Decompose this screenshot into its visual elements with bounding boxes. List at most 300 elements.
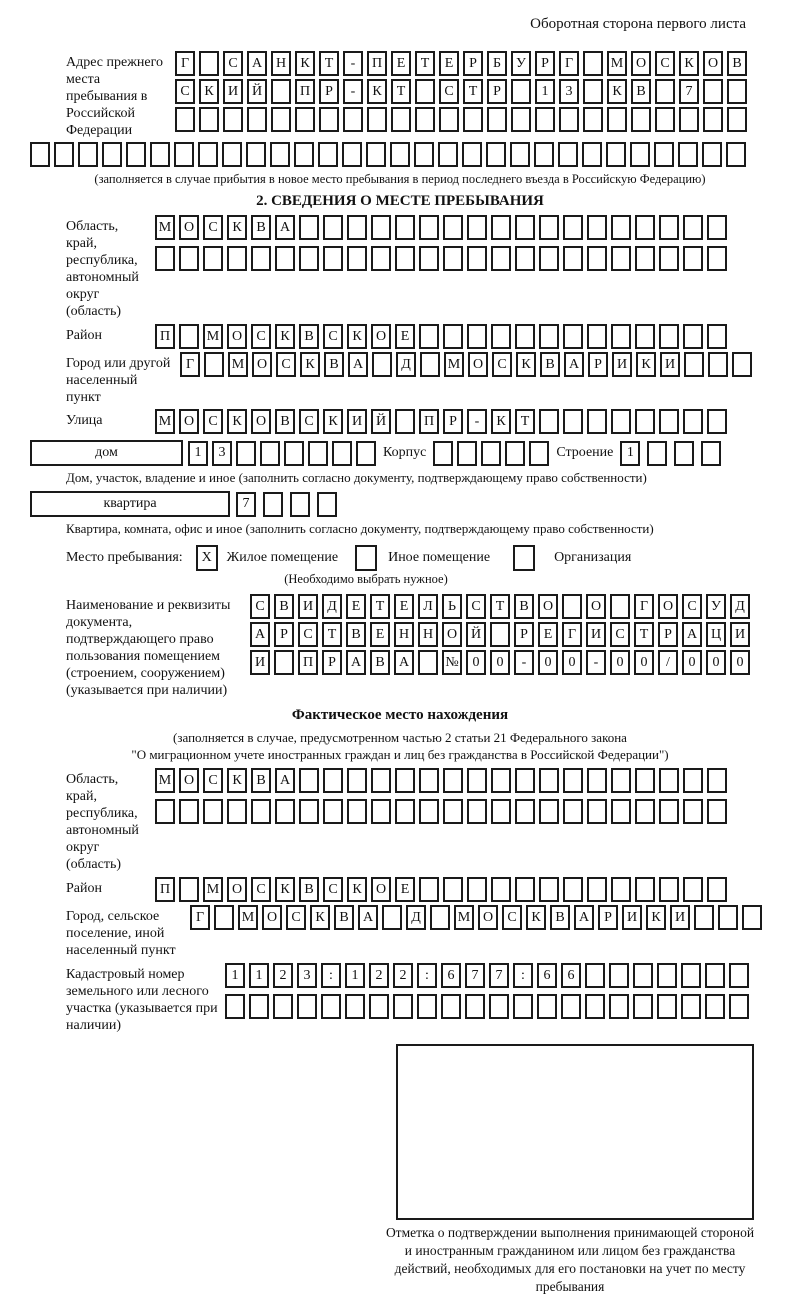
char-cell[interactable]: : (513, 963, 533, 988)
char-cell[interactable]: О (371, 877, 391, 902)
char-cell[interactable]: С (203, 409, 223, 434)
char-cell[interactable]: И (347, 409, 367, 434)
char-cell[interactable]: 7 (679, 79, 699, 104)
char-cell[interactable]: Д (396, 352, 416, 377)
char-cell[interactable] (443, 246, 463, 271)
char-cell[interactable]: 2 (273, 963, 293, 988)
char-cell[interactable]: Р (598, 905, 618, 930)
char-cell[interactable] (727, 79, 747, 104)
char-cell[interactable] (150, 142, 170, 167)
char-cell[interactable] (681, 994, 701, 1019)
char-cell[interactable]: О (478, 905, 498, 930)
char-cell[interactable] (563, 324, 583, 349)
char-cell[interactable]: У (706, 594, 726, 619)
char-cell[interactable]: Г (562, 622, 582, 647)
char-cell[interactable]: Г (180, 352, 200, 377)
char-cell[interactable] (683, 768, 703, 793)
char-cell[interactable]: М (444, 352, 464, 377)
char-cell[interactable]: В (370, 650, 390, 675)
char-cell[interactable]: С (323, 324, 343, 349)
char-cell[interactable]: Т (322, 622, 342, 647)
char-cell[interactable] (635, 324, 655, 349)
char-cell[interactable] (683, 877, 703, 902)
char-cell[interactable]: Й (466, 622, 486, 647)
char-cell[interactable] (539, 877, 559, 902)
char-cell[interactable]: Т (634, 622, 654, 647)
char-cell[interactable]: Г (634, 594, 654, 619)
char-cell[interactable]: А (275, 768, 295, 793)
char-cell[interactable]: В (334, 905, 354, 930)
char-cell[interactable]: Г (190, 905, 210, 930)
char-cell[interactable] (30, 142, 50, 167)
char-cell[interactable] (694, 905, 714, 930)
char-cell[interactable] (683, 246, 703, 271)
char-cell[interactable] (635, 877, 655, 902)
char-cell[interactable] (284, 441, 304, 466)
char-cell[interactable] (659, 799, 679, 824)
char-cell[interactable]: А (275, 215, 295, 240)
char-cell[interactable] (635, 799, 655, 824)
char-cell[interactable] (179, 799, 199, 824)
char-cell[interactable]: В (251, 768, 271, 793)
char-cell[interactable] (587, 768, 607, 793)
char-cell[interactable]: 7 (489, 963, 509, 988)
char-cell[interactable]: 1 (188, 441, 208, 466)
char-cell[interactable]: 6 (537, 963, 557, 988)
char-cell[interactable]: А (346, 650, 366, 675)
char-cell[interactable]: А (564, 352, 584, 377)
char-cell[interactable]: К (347, 877, 367, 902)
char-cell[interactable]: Р (658, 622, 678, 647)
char-cell[interactable] (491, 877, 511, 902)
char-cell[interactable] (587, 215, 607, 240)
char-cell[interactable]: 2 (369, 963, 389, 988)
char-cell[interactable]: К (275, 324, 295, 349)
char-cell[interactable]: Е (439, 51, 459, 76)
char-cell[interactable] (273, 994, 293, 1019)
char-cell[interactable] (707, 768, 727, 793)
char-cell[interactable] (155, 799, 175, 824)
char-cell[interactable] (299, 768, 319, 793)
char-cell[interactable] (683, 215, 703, 240)
char-cell[interactable] (347, 768, 367, 793)
char-cell[interactable] (529, 441, 549, 466)
char-cell[interactable] (251, 246, 271, 271)
char-cell[interactable]: К (491, 409, 511, 434)
char-cell[interactable] (491, 799, 511, 824)
char-cell[interactable] (457, 441, 477, 466)
char-cell[interactable] (438, 142, 458, 167)
char-cell[interactable]: Е (538, 622, 558, 647)
char-cell[interactable] (247, 107, 267, 132)
apartment-type-box[interactable]: квартира (30, 491, 230, 517)
char-cell[interactable] (467, 799, 487, 824)
char-cell[interactable]: В (727, 51, 747, 76)
char-cell[interactable] (318, 142, 338, 167)
char-cell[interactable]: О (227, 877, 247, 902)
char-cell[interactable] (587, 799, 607, 824)
char-cell[interactable]: - (586, 650, 606, 675)
char-cell[interactable]: 6 (441, 963, 461, 988)
char-cell[interactable] (299, 215, 319, 240)
char-cell[interactable]: К (347, 324, 367, 349)
char-cell[interactable] (227, 246, 247, 271)
char-cell[interactable] (420, 352, 440, 377)
char-cell[interactable] (78, 142, 98, 167)
char-cell[interactable]: М (155, 768, 175, 793)
char-cell[interactable]: Т (415, 51, 435, 76)
char-cell[interactable] (659, 768, 679, 793)
char-cell[interactable] (539, 409, 559, 434)
char-cell[interactable] (563, 877, 583, 902)
char-cell[interactable]: - (467, 409, 487, 434)
char-cell[interactable]: Р (322, 650, 342, 675)
char-cell[interactable] (270, 142, 290, 167)
other-premises-checkbox[interactable] (355, 545, 377, 571)
char-cell[interactable] (467, 215, 487, 240)
char-cell[interactable]: 1 (249, 963, 269, 988)
char-cell[interactable]: К (227, 768, 247, 793)
char-cell[interactable]: О (179, 768, 199, 793)
char-cell[interactable]: О (252, 352, 272, 377)
char-cell[interactable]: К (646, 905, 666, 930)
char-cell[interactable]: 0 (634, 650, 654, 675)
char-cell[interactable] (683, 324, 703, 349)
char-cell[interactable] (443, 215, 463, 240)
char-cell[interactable] (467, 324, 487, 349)
char-cell[interactable] (703, 107, 723, 132)
char-cell[interactable]: А (358, 905, 378, 930)
char-cell[interactable] (515, 799, 535, 824)
char-cell[interactable] (561, 994, 581, 1019)
char-cell[interactable]: О (262, 905, 282, 930)
char-cell[interactable] (395, 215, 415, 240)
char-cell[interactable] (419, 768, 439, 793)
char-cell[interactable] (683, 409, 703, 434)
char-cell[interactable]: 0 (610, 650, 630, 675)
char-cell[interactable]: И (730, 622, 750, 647)
char-cell[interactable]: П (155, 324, 175, 349)
char-cell[interactable] (356, 441, 376, 466)
char-cell[interactable] (395, 799, 415, 824)
char-cell[interactable]: С (286, 905, 306, 930)
char-cell[interactable] (491, 215, 511, 240)
char-cell[interactable]: В (550, 905, 570, 930)
char-cell[interactable] (707, 324, 727, 349)
char-cell[interactable]: С (610, 622, 630, 647)
char-cell[interactable] (372, 352, 392, 377)
char-cell[interactable] (317, 492, 337, 517)
char-cell[interactable]: Д (730, 594, 750, 619)
char-cell[interactable]: С (466, 594, 486, 619)
char-cell[interactable] (539, 246, 559, 271)
char-cell[interactable] (585, 994, 605, 1019)
char-cell[interactable]: Н (271, 51, 291, 76)
char-cell[interactable] (515, 215, 535, 240)
char-cell[interactable]: Ц (706, 622, 726, 647)
char-cell[interactable] (534, 142, 554, 167)
char-cell[interactable]: : (417, 963, 437, 988)
char-cell[interactable] (607, 107, 627, 132)
char-cell[interactable] (223, 107, 243, 132)
char-cell[interactable]: К (516, 352, 536, 377)
char-cell[interactable]: В (251, 215, 271, 240)
char-cell[interactable]: И (670, 905, 690, 930)
char-cell[interactable]: Г (175, 51, 195, 76)
char-cell[interactable] (655, 107, 675, 132)
char-cell[interactable] (490, 622, 510, 647)
char-cell[interactable]: К (323, 409, 343, 434)
char-cell[interactable]: О (371, 324, 391, 349)
char-cell[interactable]: А (394, 650, 414, 675)
char-cell[interactable]: Р (487, 79, 507, 104)
char-cell[interactable]: К (607, 79, 627, 104)
char-cell[interactable] (587, 246, 607, 271)
char-cell[interactable] (563, 768, 583, 793)
char-cell[interactable] (701, 441, 721, 466)
char-cell[interactable] (179, 246, 199, 271)
char-cell[interactable] (297, 994, 317, 1019)
char-cell[interactable]: Т (515, 409, 535, 434)
char-cell[interactable] (102, 142, 122, 167)
char-cell[interactable] (655, 79, 675, 104)
organization-checkbox[interactable] (513, 545, 535, 571)
char-cell[interactable]: П (295, 79, 315, 104)
char-cell[interactable] (609, 994, 629, 1019)
char-cell[interactable] (419, 246, 439, 271)
char-cell[interactable] (585, 963, 605, 988)
char-cell[interactable] (481, 441, 501, 466)
char-cell[interactable]: М (155, 409, 175, 434)
char-cell[interactable] (684, 352, 704, 377)
char-cell[interactable]: Е (370, 622, 390, 647)
char-cell[interactable] (727, 107, 747, 132)
char-cell[interactable] (174, 142, 194, 167)
char-cell[interactable] (275, 246, 295, 271)
char-cell[interactable]: С (323, 877, 343, 902)
char-cell[interactable] (674, 441, 694, 466)
char-cell[interactable] (491, 768, 511, 793)
char-cell[interactable]: С (492, 352, 512, 377)
char-cell[interactable]: - (514, 650, 534, 675)
char-cell[interactable] (249, 994, 269, 1019)
char-cell[interactable] (342, 142, 362, 167)
char-cell[interactable] (465, 994, 485, 1019)
char-cell[interactable] (729, 963, 749, 988)
char-cell[interactable] (225, 994, 245, 1019)
char-cell[interactable] (467, 877, 487, 902)
char-cell[interactable]: О (703, 51, 723, 76)
char-cell[interactable]: Р (319, 79, 339, 104)
char-cell[interactable] (729, 994, 749, 1019)
char-cell[interactable] (198, 142, 218, 167)
char-cell[interactable]: Д (406, 905, 426, 930)
char-cell[interactable]: О (468, 352, 488, 377)
char-cell[interactable]: 0 (562, 650, 582, 675)
house-type-box[interactable]: дом (30, 440, 183, 466)
char-cell[interactable]: С (223, 51, 243, 76)
char-cell[interactable]: М (238, 905, 258, 930)
char-cell[interactable] (462, 142, 482, 167)
char-cell[interactable]: К (227, 409, 247, 434)
char-cell[interactable] (395, 246, 415, 271)
char-cell[interactable] (203, 246, 223, 271)
char-cell[interactable] (126, 142, 146, 167)
char-cell[interactable] (510, 142, 530, 167)
char-cell[interactable]: А (247, 51, 267, 76)
char-cell[interactable] (271, 107, 291, 132)
char-cell[interactable]: М (203, 324, 223, 349)
char-cell[interactable]: 0 (706, 650, 726, 675)
char-cell[interactable] (246, 142, 266, 167)
char-cell[interactable] (583, 107, 603, 132)
char-cell[interactable] (371, 246, 391, 271)
char-cell[interactable]: И (622, 905, 642, 930)
char-cell[interactable]: Г (559, 51, 579, 76)
char-cell[interactable]: Р (588, 352, 608, 377)
residential-checkbox[interactable]: X (196, 545, 218, 571)
char-cell[interactable] (635, 246, 655, 271)
char-cell[interactable] (179, 877, 199, 902)
char-cell[interactable]: О (631, 51, 651, 76)
char-cell[interactable] (390, 142, 410, 167)
char-cell[interactable] (271, 79, 291, 104)
char-cell[interactable] (263, 492, 283, 517)
char-cell[interactable] (443, 768, 463, 793)
char-cell[interactable] (395, 409, 415, 434)
char-cell[interactable] (539, 768, 559, 793)
char-cell[interactable] (371, 215, 391, 240)
char-cell[interactable] (347, 246, 367, 271)
char-cell[interactable] (417, 994, 437, 1019)
char-cell[interactable] (539, 324, 559, 349)
char-cell[interactable]: М (454, 905, 474, 930)
char-cell[interactable]: Е (395, 877, 415, 902)
char-cell[interactable] (707, 246, 727, 271)
char-cell[interactable] (537, 994, 557, 1019)
char-cell[interactable]: Е (395, 324, 415, 349)
char-cell[interactable]: Е (346, 594, 366, 619)
char-cell[interactable] (393, 994, 413, 1019)
char-cell[interactable]: С (251, 877, 271, 902)
char-cell[interactable] (558, 142, 578, 167)
char-cell[interactable] (563, 409, 583, 434)
char-cell[interactable]: 0 (466, 650, 486, 675)
char-cell[interactable] (539, 215, 559, 240)
char-cell[interactable] (491, 324, 511, 349)
char-cell[interactable]: И (586, 622, 606, 647)
char-cell[interactable]: С (439, 79, 459, 104)
char-cell[interactable]: С (251, 324, 271, 349)
char-cell[interactable] (319, 107, 339, 132)
char-cell[interactable] (515, 877, 535, 902)
char-cell[interactable] (513, 994, 533, 1019)
char-cell[interactable] (683, 799, 703, 824)
char-cell[interactable] (467, 246, 487, 271)
char-cell[interactable] (227, 799, 247, 824)
char-cell[interactable]: Б (487, 51, 507, 76)
char-cell[interactable] (559, 107, 579, 132)
char-cell[interactable]: С (298, 622, 318, 647)
char-cell[interactable] (443, 799, 463, 824)
char-cell[interactable] (583, 51, 603, 76)
char-cell[interactable]: П (367, 51, 387, 76)
char-cell[interactable] (203, 799, 223, 824)
char-cell[interactable] (707, 215, 727, 240)
char-cell[interactable]: 1 (535, 79, 555, 104)
char-cell[interactable] (654, 142, 674, 167)
char-cell[interactable]: М (155, 215, 175, 240)
char-cell[interactable]: А (574, 905, 594, 930)
char-cell[interactable] (382, 905, 402, 930)
char-cell[interactable] (275, 799, 295, 824)
char-cell[interactable] (563, 799, 583, 824)
char-cell[interactable] (702, 142, 722, 167)
char-cell[interactable] (515, 768, 535, 793)
char-cell[interactable]: С (250, 594, 270, 619)
char-cell[interactable]: : (321, 963, 341, 988)
char-cell[interactable] (418, 650, 438, 675)
char-cell[interactable] (419, 799, 439, 824)
char-cell[interactable] (587, 877, 607, 902)
char-cell[interactable]: К (367, 79, 387, 104)
char-cell[interactable] (587, 409, 607, 434)
char-cell[interactable]: 7 (236, 492, 256, 517)
char-cell[interactable] (391, 107, 411, 132)
char-cell[interactable] (433, 441, 453, 466)
char-cell[interactable] (582, 142, 602, 167)
char-cell[interactable] (463, 107, 483, 132)
char-cell[interactable] (419, 215, 439, 240)
char-cell[interactable] (635, 768, 655, 793)
char-cell[interactable]: Т (391, 79, 411, 104)
char-cell[interactable] (439, 107, 459, 132)
char-cell[interactable]: О (538, 594, 558, 619)
char-cell[interactable] (515, 324, 535, 349)
char-cell[interactable]: П (155, 877, 175, 902)
char-cell[interactable] (583, 79, 603, 104)
char-cell[interactable]: Р (443, 409, 463, 434)
char-cell[interactable] (486, 142, 506, 167)
char-cell[interactable] (487, 107, 507, 132)
char-cell[interactable] (511, 79, 531, 104)
char-cell[interactable] (345, 994, 365, 1019)
char-cell[interactable] (419, 324, 439, 349)
char-cell[interactable] (611, 768, 631, 793)
char-cell[interactable] (611, 877, 631, 902)
char-cell[interactable] (659, 246, 679, 271)
char-cell[interactable] (681, 963, 701, 988)
char-cell[interactable]: С (655, 51, 675, 76)
char-cell[interactable]: К (310, 905, 330, 930)
char-cell[interactable] (659, 877, 679, 902)
char-cell[interactable]: 0 (682, 650, 702, 675)
char-cell[interactable]: К (227, 215, 247, 240)
char-cell[interactable]: Р (463, 51, 483, 76)
char-cell[interactable]: С (299, 409, 319, 434)
char-cell[interactable] (299, 799, 319, 824)
char-cell[interactable]: Н (394, 622, 414, 647)
char-cell[interactable] (705, 963, 725, 988)
char-cell[interactable] (323, 768, 343, 793)
char-cell[interactable] (299, 246, 319, 271)
char-cell[interactable]: / (658, 650, 678, 675)
char-cell[interactable] (395, 768, 415, 793)
char-cell[interactable] (371, 799, 391, 824)
char-cell[interactable] (415, 107, 435, 132)
char-cell[interactable]: Т (463, 79, 483, 104)
char-cell[interactable] (657, 963, 677, 988)
